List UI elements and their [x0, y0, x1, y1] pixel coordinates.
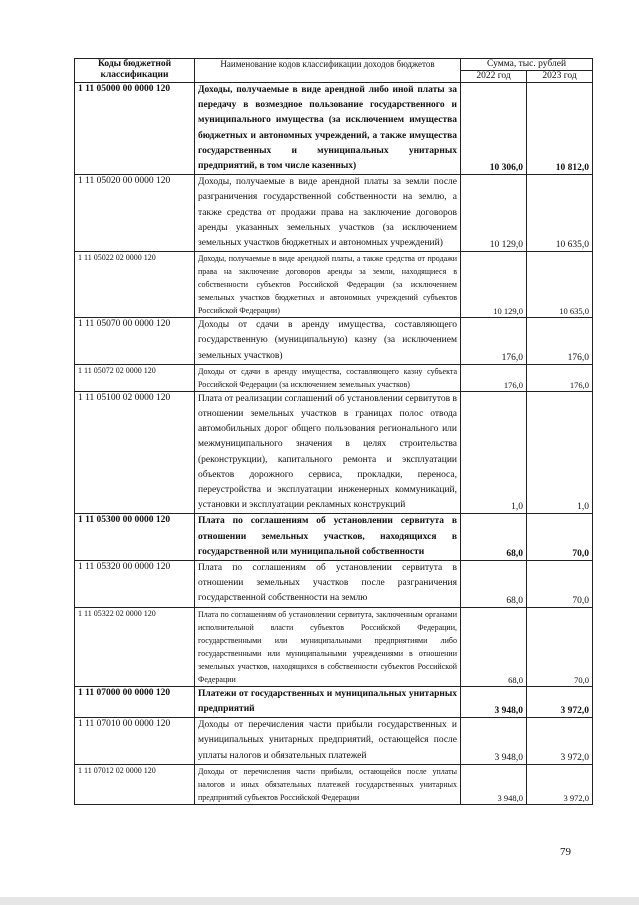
row-amount-2022: 10 306,0 [461, 83, 527, 175]
scan-edge [0, 897, 639, 905]
row-code: 1 11 05072 02 0000 120 [75, 364, 195, 391]
row-amount-2023: 70,0 [527, 561, 593, 608]
table-body [75, 83, 593, 805]
row-name: Плата по соглашениям об установлении сервитута, заключенным органами исполнительной власти субъектов Российской Федерации, государственными или муниципальными предприятиями либо государственными или муниципальными учреждениями в отношении земельных участков, находящихся в собственности субъектов Российской Федерации [195, 607, 461, 686]
table-row [75, 514, 593, 561]
row-name: Доходы, получаемые в виде арендной платы за земли после разграничения государственной собственности на землю, а также средства от продажи права на заключение договоров аренды указанных земельных участков (за исключением земельных участков бюджетных и автономных учреждений) [195, 175, 461, 252]
row-code: 1 11 07010 00 0000 120 [75, 718, 195, 765]
row-amount-2023: 1,0 [527, 391, 593, 514]
table-row [75, 607, 593, 686]
row-amount-2023: 70,0 [527, 514, 593, 561]
row-code: 1 11 05070 00 0000 120 [75, 318, 195, 365]
row-amount-2022: 3 948,0 [461, 718, 527, 765]
row-name: Доходы от сдачи в аренду имущества, составляющего казну субъекта Российской Федерации (за исключением земельных участков) [195, 364, 461, 391]
row-code: 1 11 07012 02 0000 120 [75, 764, 195, 804]
row-amount-2022: 3 948,0 [461, 686, 527, 717]
row-amount-2023: 3 972,0 [527, 718, 593, 765]
row-code: 1 11 05020 00 0000 120 [75, 175, 195, 252]
row-name: Плата по соглашениям об установлении сервитута в отношении земельных участков после разграничения государственной собственности на землю [195, 561, 461, 608]
table-row [75, 561, 593, 608]
row-code: 1 11 05322 02 0000 120 [75, 607, 195, 686]
table-row [75, 391, 593, 514]
header-code: Коды бюджетной классификации [75, 59, 195, 83]
row-amount-2022: 3 948,0 [461, 764, 527, 804]
table-row [75, 718, 593, 765]
table-row [75, 364, 593, 391]
row-name: Плата от реализации соглашений об установлении сервитутов в отношении земельных участков в границах полос отвода автомобильных дорог общего пользования регионального или межмуниципального значения в целях строительства (реконструкции), капитального ремонта и эксплуатации объектов дорожного сервиса, прокладки, переноса, переустройства и эксплуатации инженерных коммуникаций, установки и эксплуатации рекламных конструкций [195, 391, 461, 514]
table-row [75, 175, 593, 252]
row-amount-2022: 176,0 [461, 364, 527, 391]
budget-table [74, 58, 593, 805]
row-amount-2022: 68,0 [461, 607, 527, 686]
table-row [75, 83, 593, 175]
row-code: 1 11 05100 02 0000 120 [75, 391, 195, 514]
header-amount: Сумма, тыс. рублей [461, 59, 593, 71]
row-name: Доходы, получаемые в виде арендной либо иной платы за передачу в возмездное пользование государственного и муниципального имущества (за исключением имущества бюджетных и автономных учреждений, а также имущества государственных и муниципальных унитарных предприятий, в том числе казенных) [195, 83, 461, 175]
row-name: Доходы от сдачи в аренду имущества, составляющего государственную (муниципальную) казну (за исключением земельных участков) [195, 318, 461, 365]
row-code: 1 11 05022 02 0000 120 [75, 252, 195, 318]
row-name: Доходы от перечисления части прибыли государственных и муниципальных унитарных предприятий, остающейся после уплаты налогов и обязательных платежей [195, 718, 461, 765]
row-name: Плата по соглашениям об установлении сервитута в отношении земельных участков, находящихся в государственной или муниципальной собственности [195, 514, 461, 561]
row-amount-2023: 3 972,0 [527, 686, 593, 717]
table-row [75, 318, 593, 365]
row-amount-2022: 68,0 [461, 514, 527, 561]
row-name: Доходы, получаемые в виде арендной платы, а также средства от продажи права на заключение договоров аренды за земли, находящиеся в собственности субъектов Российской Федерации (за исключением земельных участков бюджетных и автономных учреждений субъектов Российской Федерации) [195, 252, 461, 318]
header-year-2023: 2023 год [527, 71, 593, 83]
row-amount-2022: 176,0 [461, 318, 527, 365]
row-amount-2023: 70,0 [527, 607, 593, 686]
row-amount-2022: 1,0 [461, 391, 527, 514]
row-amount-2023: 10 635,0 [527, 252, 593, 318]
row-amount-2023: 10 812,0 [527, 83, 593, 175]
header-year-2022: 2022 год [461, 71, 527, 83]
row-name: Доходы от перечисления части прибыли, остающейся после уплаты налогов и иных обязательных платежей государственных унитарных предприятий субъектов Российской Федерации [195, 764, 461, 804]
table-row [75, 764, 593, 804]
row-amount-2022: 10 129,0 [461, 252, 527, 318]
row-amount-2023: 176,0 [527, 364, 593, 391]
row-amount-2023: 10 635,0 [527, 175, 593, 252]
row-amount-2023: 3 972,0 [527, 764, 593, 804]
page-number: 79 [560, 846, 571, 858]
row-amount-2023: 176,0 [527, 318, 593, 365]
row-amount-2022: 68,0 [461, 561, 527, 608]
table-row [75, 686, 593, 717]
table-row [75, 252, 593, 318]
row-name: Платежи от государственных и муниципальных унитарных предприятий [195, 686, 461, 717]
row-code: 1 11 05300 00 0000 120 [75, 514, 195, 561]
row-amount-2022: 10 129,0 [461, 175, 527, 252]
row-code: 1 11 05320 00 0000 120 [75, 561, 195, 608]
row-code: 1 11 05000 00 0000 120 [75, 83, 195, 175]
row-code: 1 11 07000 00 0000 120 [75, 686, 195, 717]
header-name: Наименование кодов классификации доходов бюджетов [195, 59, 461, 83]
